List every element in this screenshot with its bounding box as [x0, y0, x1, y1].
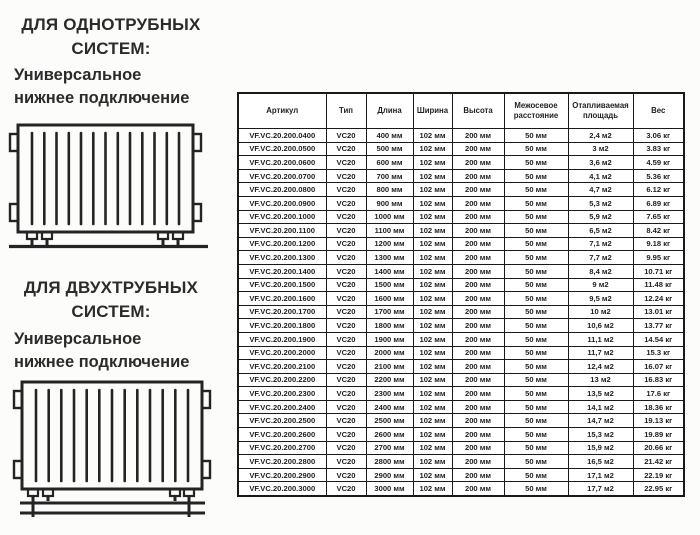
table-cell: 4,1 м2 [568, 169, 633, 183]
table-cell: 102 мм [413, 224, 452, 238]
table-cell: VC20 [326, 373, 366, 387]
table-cell: 200 мм [452, 441, 504, 455]
table-cell: 13,5 м2 [568, 387, 633, 401]
table-cell: 50 мм [504, 346, 568, 360]
table-cell: 2500 мм [366, 414, 413, 428]
table-cell: 14,1 м2 [568, 400, 633, 414]
table-cell: 17,7 м2 [568, 482, 633, 496]
table-cell: 50 мм [504, 441, 568, 455]
table-cell: 9,5 м2 [568, 292, 633, 306]
table-cell: 17.6 кг [633, 387, 684, 401]
table-cell: 102 мм [413, 251, 452, 265]
table-cell: 19.89 кг [633, 428, 684, 442]
table-cell: 13.77 кг [633, 319, 684, 333]
table-row [238, 373, 684, 387]
table-cell: VF.VC.20.200.1800 [238, 319, 326, 333]
table-cell: 102 мм [413, 332, 452, 346]
table-cell: VC20 [326, 428, 366, 442]
table-header-cell: Вес [633, 93, 684, 129]
table-cell: 15,3 м2 [568, 428, 633, 442]
table-cell: 50 мм [504, 251, 568, 265]
table-cell: 50 мм [504, 414, 568, 428]
table-cell: 14.54 кг [633, 332, 684, 346]
table-cell: 200 мм [452, 414, 504, 428]
table-cell: VC20 [326, 251, 366, 265]
table-cell: VC20 [326, 264, 366, 278]
table-cell: 102 мм [413, 441, 452, 455]
table-cell: 2900 мм [366, 468, 413, 482]
table-cell: 50 мм [504, 455, 568, 469]
subheading-line: Универсальное [14, 66, 142, 84]
table-cell: 3,6 м2 [568, 156, 633, 170]
table-cell: 16,5 м2 [568, 455, 633, 469]
table-cell: 1500 мм [366, 278, 413, 292]
table-cell: 400 мм [366, 129, 413, 143]
table-cell: 7,1 м2 [568, 237, 633, 251]
table-cell: 200 мм [452, 251, 504, 265]
table-cell: 50 мм [504, 210, 568, 224]
table-cell: 50 мм [504, 156, 568, 170]
table-cell: 4,7 м2 [568, 183, 633, 197]
table-cell: VF.VC.20.200.3000 [238, 482, 326, 496]
table-cell: 11,1 м2 [568, 332, 633, 346]
table-cell: 50 мм [504, 237, 568, 251]
table-cell: 6.89 кг [633, 196, 684, 210]
table-cell: 102 мм [413, 292, 452, 306]
table-cell: 200 мм [452, 482, 504, 496]
single-pipe-heading [5, 13, 217, 61]
table-cell: 200 мм [452, 183, 504, 197]
heading-line: ДЛЯ ОДНОТРУБНЫХ [21, 15, 201, 34]
table-cell: 2300 мм [366, 387, 413, 401]
table-cell: 50 мм [504, 428, 568, 442]
table-cell: 12.24 кг [633, 292, 684, 306]
table-cell: 200 мм [452, 156, 504, 170]
table-cell: 50 мм [504, 332, 568, 346]
table-cell: 102 мм [413, 428, 452, 442]
table-cell: 19.13 кг [633, 414, 684, 428]
table-cell: VF.VC.20.200.1700 [238, 305, 326, 319]
table-cell: 13.01 кг [633, 305, 684, 319]
two-pipe-heading [5, 276, 217, 324]
table-cell: VF.VC.20.200.1500 [238, 278, 326, 292]
table-cell: 200 мм [452, 400, 504, 414]
table-row [238, 224, 684, 238]
table-cell: 102 мм [413, 387, 452, 401]
table-row [238, 129, 684, 143]
table-cell: 102 мм [413, 414, 452, 428]
table-cell: 50 мм [504, 387, 568, 401]
table-cell: VF.VC.20.200.1200 [238, 237, 326, 251]
subheading-line: Универсальное [14, 330, 142, 348]
table-row [238, 468, 684, 482]
table-cell: VF.VC.20.200.0500 [238, 142, 326, 156]
table-cell: 2800 мм [366, 455, 413, 469]
table-cell: 1200 мм [366, 237, 413, 251]
heading-line: СИСТЕМ: [71, 302, 151, 321]
table-cell: VF.VC.20.200.0700 [238, 169, 326, 183]
table-cell: 3.83 кг [633, 142, 684, 156]
table-cell: VC20 [326, 292, 366, 306]
subheading-line: нижнее подключение [14, 353, 190, 371]
table-cell: 700 мм [366, 169, 413, 183]
table-cell: VC20 [326, 305, 366, 319]
spec-table-body [238, 129, 684, 497]
table-row [238, 360, 684, 374]
table-cell: 10 м2 [568, 305, 633, 319]
table-row [238, 346, 684, 360]
table-cell: 16.83 кг [633, 373, 684, 387]
table-cell: 102 мм [413, 360, 452, 374]
table-cell: 3000 мм [366, 482, 413, 496]
table-cell: 1400 мм [366, 264, 413, 278]
table-cell: 200 мм [452, 169, 504, 183]
table-cell: 50 мм [504, 169, 568, 183]
table-cell: VC20 [326, 441, 366, 455]
table-cell: 50 мм [504, 360, 568, 374]
two-pipe-subheading [14, 328, 226, 374]
table-cell: 800 мм [366, 183, 413, 197]
table-cell: 102 мм [413, 373, 452, 387]
table-row [238, 400, 684, 414]
table-cell: 200 мм [452, 210, 504, 224]
table-cell: VF.VC.20.200.2200 [238, 373, 326, 387]
table-row [238, 292, 684, 306]
table-cell: 2100 мм [366, 360, 413, 374]
table-row [238, 156, 684, 170]
table-cell: 7,7 м2 [568, 251, 633, 265]
table-cell: 50 мм [504, 292, 568, 306]
table-cell: 2700 мм [366, 441, 413, 455]
heading-line: ДЛЯ ДВУХТРУБНЫХ [23, 278, 199, 297]
table-header-cell: Ширина [413, 93, 452, 129]
table-cell: 5,9 м2 [568, 210, 633, 224]
table-cell: 200 мм [452, 142, 504, 156]
table-cell: VF.VC.20.200.1000 [238, 210, 326, 224]
table-cell: 1700 мм [366, 305, 413, 319]
table-cell: 6,5 м2 [568, 224, 633, 238]
table-cell: 2200 мм [366, 373, 413, 387]
table-cell: 50 мм [504, 183, 568, 197]
table-row [238, 414, 684, 428]
table-cell: 12,4 м2 [568, 360, 633, 374]
table-cell: VC20 [326, 224, 366, 238]
table-cell: VF.VC.20.200.2900 [238, 468, 326, 482]
table-cell: 102 мм [413, 210, 452, 224]
table-cell: 1800 мм [366, 319, 413, 333]
table-cell: 7.65 кг [633, 210, 684, 224]
table-cell: VF.VC.20.200.2400 [238, 400, 326, 414]
table-cell: 1600 мм [366, 292, 413, 306]
single-pipe-subheading [14, 64, 226, 110]
table-cell: 50 мм [504, 142, 568, 156]
table-cell: 50 мм [504, 319, 568, 333]
table-cell: VC20 [326, 183, 366, 197]
table-cell: 1100 мм [366, 224, 413, 238]
table-cell: 22.19 кг [633, 468, 684, 482]
table-header-cell: Отапливаемая площадь [568, 93, 633, 129]
table-cell: VF.VC.20.200.2700 [238, 441, 326, 455]
table-cell: 102 мм [413, 319, 452, 333]
table-cell: 4.59 кг [633, 156, 684, 170]
table-cell: 20.66 кг [633, 441, 684, 455]
table-cell: 102 мм [413, 346, 452, 360]
table-cell: VF.VC.20.200.1900 [238, 332, 326, 346]
table-cell: 900 мм [366, 196, 413, 210]
table-cell: 9.18 кг [633, 237, 684, 251]
table-cell: VC20 [326, 346, 366, 360]
table-row [238, 455, 684, 469]
table-cell: VC20 [326, 468, 366, 482]
table-cell: 2,4 м2 [568, 129, 633, 143]
spec-table-header-row [238, 93, 684, 129]
table-cell: 200 мм [452, 332, 504, 346]
table-cell: 102 мм [413, 156, 452, 170]
table-cell: 16.07 кг [633, 360, 684, 374]
table-row [238, 319, 684, 333]
table-cell: VF.VC.20.200.0600 [238, 156, 326, 170]
table-cell: 1900 мм [366, 332, 413, 346]
table-cell: 18.36 кг [633, 400, 684, 414]
spec-table [237, 92, 685, 497]
table-row [238, 428, 684, 442]
table-cell: VC20 [326, 142, 366, 156]
table-cell: 17,1 м2 [568, 468, 633, 482]
table-cell: VF.VC.20.200.0900 [238, 196, 326, 210]
table-cell: VC20 [326, 129, 366, 143]
table-cell: 50 мм [504, 468, 568, 482]
table-cell: VF.VC.20.200.2000 [238, 346, 326, 360]
table-cell: VC20 [326, 414, 366, 428]
table-cell: VC20 [326, 332, 366, 346]
table-row [238, 210, 684, 224]
table-cell: 9 м2 [568, 278, 633, 292]
table-cell: 200 мм [452, 196, 504, 210]
table-cell: VF.VC.20.200.2100 [238, 360, 326, 374]
table-row [238, 251, 684, 265]
table-cell: 200 мм [452, 224, 504, 238]
table-cell: 50 мм [504, 373, 568, 387]
table-cell: 600 мм [366, 156, 413, 170]
table-row [238, 169, 684, 183]
table-cell: 14,7 м2 [568, 414, 633, 428]
table-cell: VF.VC.20.200.2500 [238, 414, 326, 428]
table-cell: VC20 [326, 156, 366, 170]
table-cell: 200 мм [452, 264, 504, 278]
table-cell: 102 мм [413, 237, 452, 251]
table-cell: 102 мм [413, 305, 452, 319]
table-cell: 3 м2 [568, 142, 633, 156]
table-cell: VF.VC.20.200.1400 [238, 264, 326, 278]
table-header-cell: Межосевое расстояние [504, 93, 568, 129]
table-cell: 102 мм [413, 482, 452, 496]
table-cell: VF.VC.20.200.0800 [238, 183, 326, 197]
table-cell: 200 мм [452, 428, 504, 442]
table-row [238, 183, 684, 197]
table-cell: 102 мм [413, 455, 452, 469]
table-row [238, 237, 684, 251]
table-row [238, 142, 684, 156]
table-cell: 200 мм [452, 319, 504, 333]
table-cell: 5.36 кг [633, 169, 684, 183]
table-cell: 102 мм [413, 129, 452, 143]
table-cell: 10,6 м2 [568, 319, 633, 333]
subheading-line: нижнее подключение [14, 89, 190, 107]
table-cell: VC20 [326, 400, 366, 414]
table-cell: 102 мм [413, 183, 452, 197]
table-cell: 11,7 м2 [568, 346, 633, 360]
table-cell: VF.VC.20.200.2300 [238, 387, 326, 401]
table-cell: 50 мм [504, 224, 568, 238]
table-cell: 11.48 кг [633, 278, 684, 292]
table-cell: 200 мм [452, 305, 504, 319]
table-row [238, 278, 684, 292]
table-header-cell: Высота [452, 93, 504, 129]
table-cell: VC20 [326, 237, 366, 251]
table-cell: 200 мм [452, 373, 504, 387]
table-cell: VC20 [326, 455, 366, 469]
table-cell: 50 мм [504, 129, 568, 143]
table-cell: 200 мм [452, 346, 504, 360]
table-cell: 200 мм [452, 360, 504, 374]
table-cell: 200 мм [452, 387, 504, 401]
table-cell: VF.VC.20.200.1300 [238, 251, 326, 265]
table-cell: 200 мм [452, 468, 504, 482]
table-cell: VF.VC.20.200.2800 [238, 455, 326, 469]
table-cell: 2000 мм [366, 346, 413, 360]
table-cell: 102 мм [413, 142, 452, 156]
table-row [238, 332, 684, 346]
table-cell: 50 мм [504, 400, 568, 414]
table-cell: VC20 [326, 169, 366, 183]
table-row [238, 264, 684, 278]
table-cell: 10.71 кг [633, 264, 684, 278]
table-cell: VC20 [326, 210, 366, 224]
table-cell: 50 мм [504, 264, 568, 278]
table-cell: 102 мм [413, 400, 452, 414]
table-cell: 21.42 кг [633, 455, 684, 469]
table-cell: VF.VC.20.200.0400 [238, 129, 326, 143]
table-cell: VC20 [326, 387, 366, 401]
table-cell: 1300 мм [366, 251, 413, 265]
table-row [238, 305, 684, 319]
table-row [238, 441, 684, 455]
table-cell: 50 мм [504, 196, 568, 210]
table-cell: 2400 мм [366, 400, 413, 414]
table-cell: 13 м2 [568, 373, 633, 387]
table-row [238, 482, 684, 496]
table-row [238, 196, 684, 210]
table-cell: 3.06 кг [633, 129, 684, 143]
table-cell: 50 мм [504, 305, 568, 319]
table-cell: 50 мм [504, 482, 568, 496]
table-cell: VC20 [326, 278, 366, 292]
table-cell: 102 мм [413, 196, 452, 210]
heading-line: СИСТЕМ: [71, 39, 151, 58]
table-cell: VF.VC.20.200.2600 [238, 428, 326, 442]
table-header-cell: Длина [366, 93, 413, 129]
table-row [238, 387, 684, 401]
table-cell: 102 мм [413, 264, 452, 278]
table-cell: VC20 [326, 196, 366, 210]
table-cell: 200 мм [452, 455, 504, 469]
table-cell: 8.42 кг [633, 224, 684, 238]
table-cell: 9.95 кг [633, 251, 684, 265]
table-cell: 6.12 кг [633, 183, 684, 197]
table-cell: 200 мм [452, 292, 504, 306]
table-cell: 8,4 м2 [568, 264, 633, 278]
table-cell: 500 мм [366, 142, 413, 156]
table-cell: 2600 мм [366, 428, 413, 442]
table-cell: 200 мм [452, 237, 504, 251]
table-cell: 15.3 кг [633, 346, 684, 360]
table-cell: VC20 [326, 319, 366, 333]
table-cell: 102 мм [413, 278, 452, 292]
table-cell: 200 мм [452, 278, 504, 292]
table-cell: 5,3 м2 [568, 196, 633, 210]
table-cell: 200 мм [452, 129, 504, 143]
table-cell: 102 мм [413, 169, 452, 183]
table-cell: 1000 мм [366, 210, 413, 224]
radiator-single-pipe-diagram-icon [5, 117, 215, 255]
table-cell: VC20 [326, 482, 366, 496]
table-cell: VF.VC.20.200.1600 [238, 292, 326, 306]
spec-table-wrap [237, 92, 683, 497]
table-cell: 50 мм [504, 278, 568, 292]
table-cell: 102 мм [413, 468, 452, 482]
table-header-cell: Артикул [238, 93, 326, 129]
table-cell: 15,9 м2 [568, 441, 633, 455]
table-header-cell: Тип [326, 93, 366, 129]
radiator-two-pipe-diagram-icon [6, 376, 218, 526]
table-cell: 22.95 кг [633, 482, 684, 496]
table-cell: VC20 [326, 360, 366, 374]
table-cell: VF.VC.20.200.1100 [238, 224, 326, 238]
